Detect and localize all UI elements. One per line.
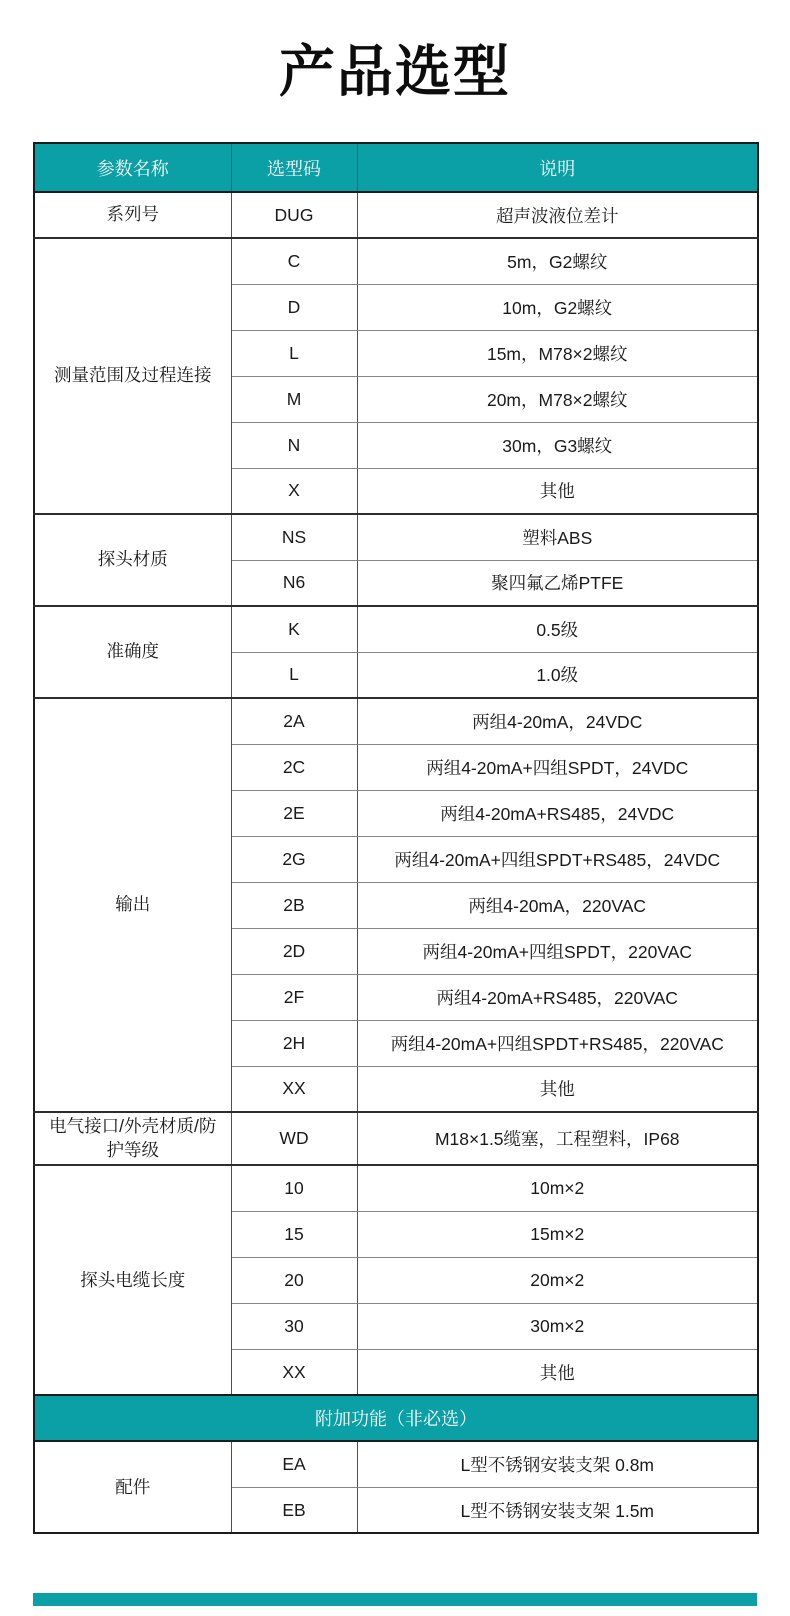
desc-cell: 5m，G2螺纹: [357, 238, 758, 284]
desc-cell: 10m×2: [357, 1165, 758, 1211]
code-cell: M: [231, 376, 357, 422]
desc-cell: 两组4-20mA+四组SPDT，220VAC: [357, 928, 758, 974]
code-cell: N6: [231, 560, 357, 606]
desc-cell: 两组4-20mA，220VAC: [357, 882, 758, 928]
code-cell: XX: [231, 1349, 357, 1395]
header-selection-code: 选型码: [231, 143, 357, 192]
group-name-cell: 系列号: [34, 192, 231, 238]
desc-cell: M18×1.5缆塞，工程塑料，IP68: [357, 1112, 758, 1165]
page-title: 产品选型: [279, 40, 511, 103]
next-section-teal-bar: [33, 1593, 757, 1606]
table-row: [34, 238, 758, 284]
code-cell: 2G: [231, 836, 357, 882]
group-name-cell: 探头电缆长度: [34, 1165, 231, 1395]
table-row: [34, 606, 758, 652]
code-cell: XX: [231, 1066, 357, 1112]
code-cell: 10: [231, 1165, 357, 1211]
code-cell: C: [231, 238, 357, 284]
desc-cell: 两组4-20mA，24VDC: [357, 698, 758, 744]
code-cell: 2H: [231, 1020, 357, 1066]
table-row: [34, 1441, 758, 1487]
code-cell: 2E: [231, 790, 357, 836]
code-cell: EA: [231, 1441, 357, 1487]
code-cell: D: [231, 284, 357, 330]
code-cell: 15: [231, 1211, 357, 1257]
code-cell: 20: [231, 1257, 357, 1303]
group-name-cell: 准确度: [34, 606, 231, 698]
desc-cell: 其他: [357, 468, 758, 514]
desc-cell: 30m，G3螺纹: [357, 422, 758, 468]
table-row: [34, 1112, 758, 1165]
desc-cell: 20m，M78×2螺纹: [357, 376, 758, 422]
code-cell: DUG: [231, 192, 357, 238]
desc-cell: 聚四氟乙烯PTFE: [357, 560, 758, 606]
desc-cell: 15m×2: [357, 1211, 758, 1257]
table-row: [34, 192, 758, 238]
code-cell: 2C: [231, 744, 357, 790]
desc-cell: 20m×2: [357, 1257, 758, 1303]
desc-cell: 0.5级: [357, 606, 758, 652]
desc-cell: 30m×2: [357, 1303, 758, 1349]
desc-cell: 1.0级: [357, 652, 758, 698]
code-cell: NS: [231, 514, 357, 560]
code-cell: EB: [231, 1487, 357, 1533]
code-cell: 2F: [231, 974, 357, 1020]
desc-cell: 两组4-20mA+RS485，24VDC: [357, 790, 758, 836]
group-name-cell: 测量范围及过程连接: [34, 238, 231, 514]
table-row: [34, 514, 758, 560]
table-row: [34, 1165, 758, 1211]
desc-cell: 其他: [357, 1066, 758, 1112]
desc-cell: 超声波液位差计: [357, 192, 758, 238]
desc-cell: L型不锈钢安装支架 0.8m: [357, 1441, 758, 1487]
group-name-cell: 电气接口/外壳材质/防护等级: [34, 1112, 231, 1165]
code-cell: 2D: [231, 928, 357, 974]
desc-cell: 两组4-20mA+四组SPDT+RS485，220VAC: [357, 1020, 758, 1066]
desc-cell: 两组4-20mA+RS485，220VAC: [357, 974, 758, 1020]
code-cell: K: [231, 606, 357, 652]
header-parameter-name: 参数名称: [34, 143, 231, 192]
group-name-cell: 配件: [34, 1441, 231, 1533]
code-cell: 2A: [231, 698, 357, 744]
code-cell: 2B: [231, 882, 357, 928]
code-cell: L: [231, 652, 357, 698]
group-name-cell: 探头材质: [34, 514, 231, 606]
code-cell: 30: [231, 1303, 357, 1349]
desc-cell: 两组4-20mA+四组SPDT+RS485，24VDC: [357, 836, 758, 882]
desc-cell: L型不锈钢安装支架 1.5m: [357, 1487, 758, 1533]
addon-band-label: 附加功能（非必选）: [34, 1395, 758, 1441]
header-description: 说明: [357, 143, 758, 192]
table-header-row: [34, 143, 758, 192]
table-row: [34, 698, 758, 744]
code-cell: WD: [231, 1112, 357, 1165]
desc-cell: 两组4-20mA+四组SPDT，24VDC: [357, 744, 758, 790]
code-cell: X: [231, 468, 357, 514]
desc-cell: 其他: [357, 1349, 758, 1395]
code-cell: L: [231, 330, 357, 376]
code-cell: N: [231, 422, 357, 468]
desc-cell: 15m，M78×2螺纹: [357, 330, 758, 376]
addon-band-row: [34, 1395, 758, 1441]
desc-cell: 10m，G2螺纹: [357, 284, 758, 330]
group-name-cell: 输出: [34, 698, 231, 1112]
product-selection-table: [33, 142, 759, 1534]
desc-cell: 塑料ABS: [357, 514, 758, 560]
